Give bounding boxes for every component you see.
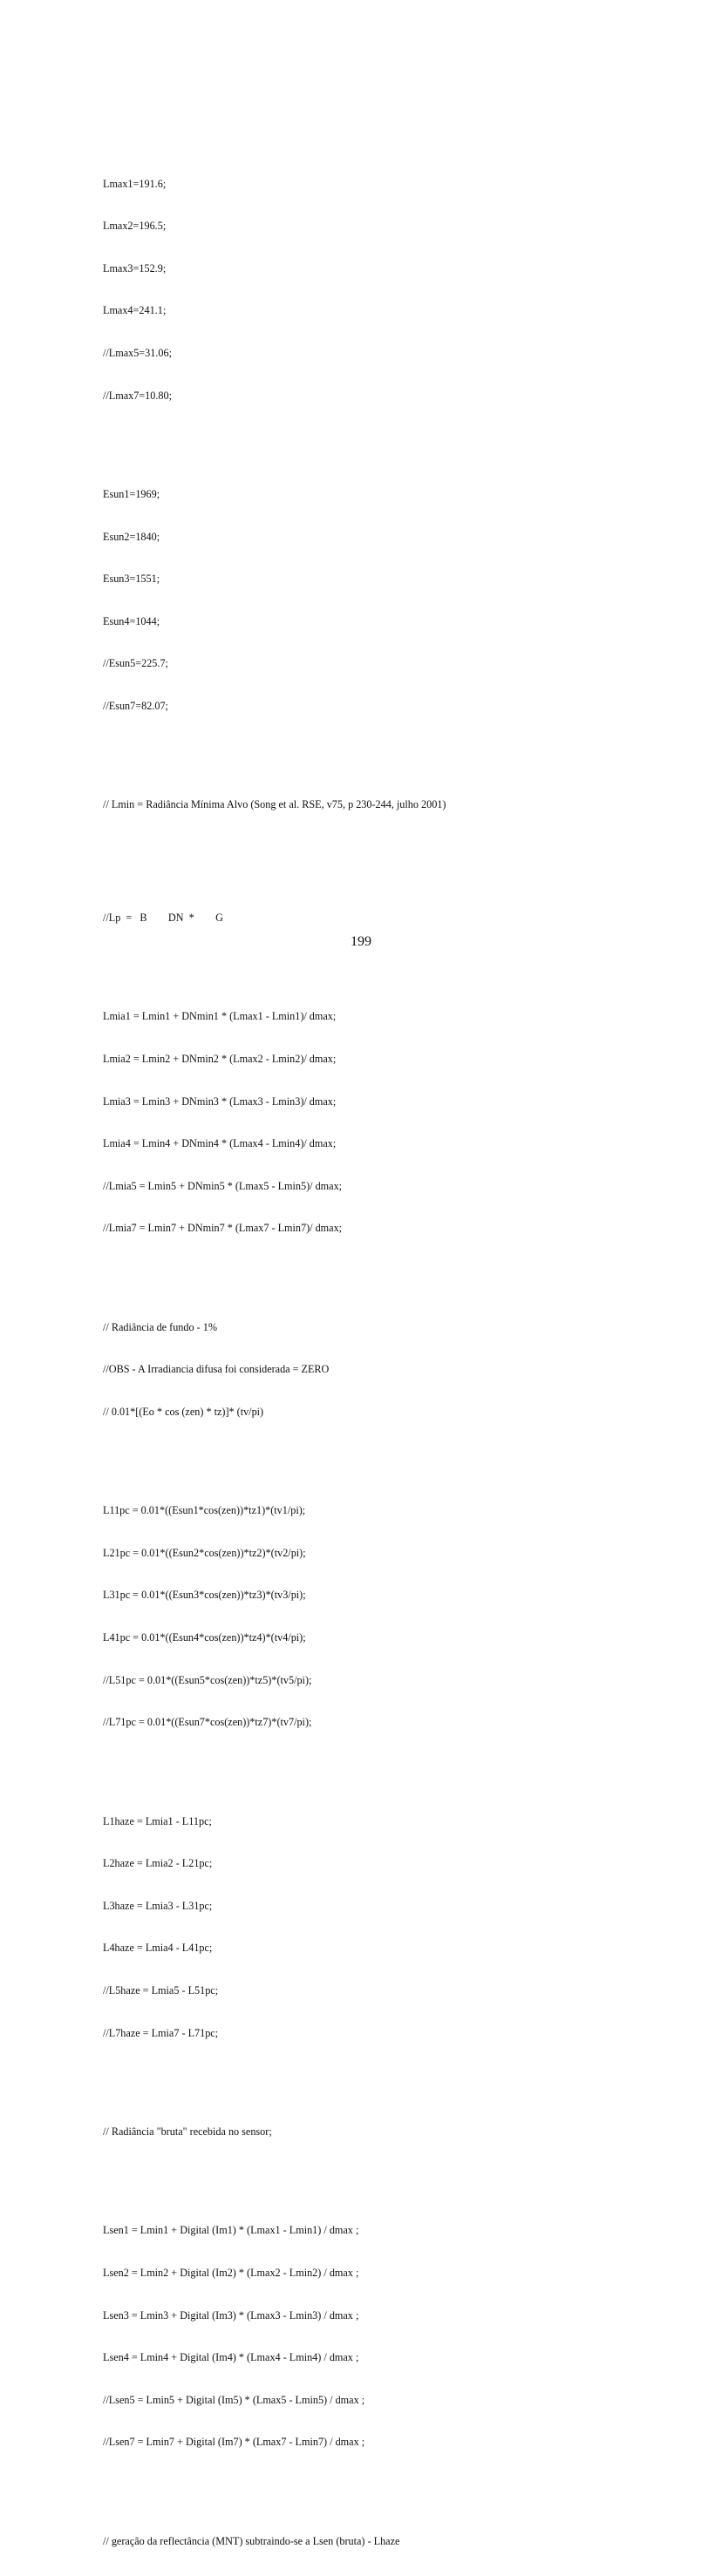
code-line: //Lmia5 = Lmin5 + DNmin5 * (Lmax5 - Lmin5)/ dmax;	[103, 1179, 343, 1192]
code-line: Lmia1 = Lmin1 + DNmin1 * (Lmax1 - Lmin1)/ dmax;	[103, 1010, 337, 1023]
blank-line	[103, 742, 696, 756]
code-line: L21pc = 0.01*((Esun2*cos(zen))*tz2)*(tv2/pi);	[103, 1546, 306, 1559]
code-line: Esun4=1044;	[103, 614, 160, 627]
blank-line	[103, 953, 696, 967]
blank-line	[103, 840, 696, 868]
code-line: Esun3=1551;	[103, 573, 160, 586]
code-line: Lsen1 = Lmin1 + Digital (Im1) * (Lmax1 - Lmin1) / dmax ;	[103, 2224, 359, 2237]
code-line: Lmia3 = Lmin3 + DNmin3 * (Lmax3 - Lmin3)/ dmax;	[103, 1095, 337, 1108]
code-comment: // Lmin = Radiância Mínima Alvo (Song et al. RSE, v75, p 230-244, julho 2001)	[103, 798, 446, 811]
code-comment: // 0.01*[(Eo * cos (zen) * tz)]* (tv/pi)	[103, 1405, 264, 1418]
code-line: Lmax4=241.1;	[103, 304, 167, 317]
code-line: //Lsen5 = Lmin5 + Digital (Im5) * (Lmax5 - Lmin5) / dmax ;	[103, 2393, 365, 2406]
code-line: L41pc = 0.01*((Esun4*cos(zen))*tz4)*(tv4/pi);	[103, 1631, 306, 1644]
code-line: Lmax2=196.5;	[103, 220, 167, 233]
code-line: //Esun5=225.7;	[103, 657, 168, 670]
code-line: Lmax1=191.6;	[103, 177, 167, 190]
blank-line	[103, 2478, 696, 2491]
code-line: Lsen4 = Lmin4 + Digital (Im4) * (Lmax4 - Lmin4) / dmax ;	[103, 2351, 359, 2364]
code-comment: // Radiância de fundo - 1%	[103, 1320, 217, 1333]
code-line: Lmax3=152.9;	[103, 261, 167, 275]
code-line: L2haze = Lmia2 - L21pc;	[103, 1857, 213, 1870]
code-listing	[103, 134, 696, 2576]
code-line: Lmia4 = Lmin4 + DNmin4 * (Lmax4 - Lmin4)/ dmax;	[103, 1137, 337, 1150]
code-comment: // geração da reflectância (MNT) subtraindo-se a Lsen (bruta) - Lhaze	[103, 2534, 400, 2547]
code-line: Lsen2 = Lmin2 + Digital (Im2) * (Lmax2 - Lmin2) / dmax ;	[103, 2266, 359, 2279]
code-line: //L71pc = 0.01*((Esun7*cos(zen))*tz7)*(tv7/pi);	[103, 1716, 312, 1729]
code-comment: //OBS - A Irradiancia difusa foi considerada = ZERO	[103, 1363, 330, 1376]
page-number: 199	[351, 934, 371, 949]
code-line: //L51pc = 0.01*((Esun5*cos(zen))*tz5)*(tv5/pi);	[103, 1673, 312, 1686]
code-line: L1haze = Lmia1 - L11pc;	[103, 1814, 212, 1827]
code-line: L4haze = Lmia4 - L41pc;	[103, 1942, 213, 1955]
blank-line	[103, 430, 696, 444]
code-line: //Lsen7 = Lmin7 + Digital (Im7) * (Lmax7 - Lmin7) / dmax ;	[103, 2436, 365, 2449]
code-line: Esun1=1969;	[103, 487, 160, 500]
code-line: //Lmia7 = Lmin7 + DNmin7 * (Lmax7 - Lmin7)/ dmax;	[103, 1222, 343, 1235]
code-comment: //Lp = B DN * G	[103, 911, 223, 924]
code-line: Lmia2 = Lmin2 + DNmin2 * (Lmax2 - Lmin2)/ dmax;	[103, 1052, 337, 1065]
blank-line	[103, 2068, 696, 2082]
code-comment: // Radiância "bruta" recebida no sensor;	[103, 2125, 272, 2138]
blank-line	[103, 2167, 696, 2181]
code-line: //Esun7=82.07;	[103, 699, 168, 712]
blank-line	[103, 1758, 696, 1772]
blank-line	[103, 1264, 696, 1278]
code-line: Lsen3 = Lmin3 + Digital (Im3) * (Lmax3 - Lmin3) / dmax ;	[103, 2308, 359, 2322]
code-line: L3haze = Lmia3 - L31pc;	[103, 1899, 213, 1912]
code-line: Esun2=1840;	[103, 530, 160, 543]
code-line: L31pc = 0.01*((Esun3*cos(zen))*tz3)*(tv3/pi);	[103, 1589, 306, 1602]
code-line: //L7haze = Lmia7 - L71pc;	[103, 2026, 219, 2039]
code-line: L11pc = 0.01*((Esun1*cos(zen))*tz1)*(tv1/pi);	[103, 1504, 306, 1517]
code-line: //Lmax5=31.06;	[103, 346, 172, 359]
code-line: //L5haze = Lmia5 - L51pc;	[103, 1983, 219, 1996]
blank-line	[103, 1447, 696, 1461]
code-line: //Lmax7=10.80;	[103, 389, 172, 402]
